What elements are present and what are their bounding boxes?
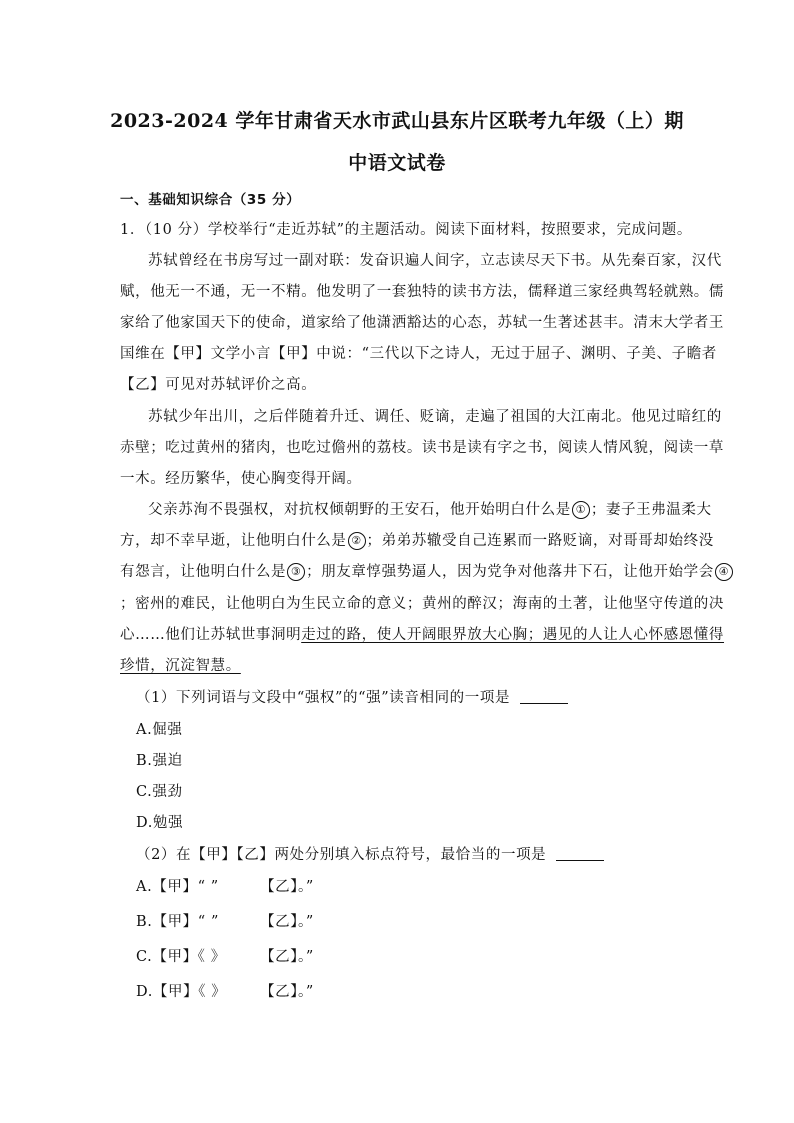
text-span: ；妻子王弗温柔大 xyxy=(590,502,712,518)
paragraph-3-line xyxy=(148,498,712,519)
option-part: 【乙】。” xyxy=(260,984,314,1000)
answer-blank[interactable] xyxy=(556,848,604,861)
paragraph-3-line xyxy=(120,560,730,581)
text-span: ；弟弟苏辙受自己连累而一路贬谪，对哥哥却始终没 xyxy=(366,533,714,549)
text-span: ；朋友章惇强势逼人，因为党争对他落井下石，让他开始学会 xyxy=(306,564,714,580)
option-part: C.【甲】《 》 xyxy=(136,949,226,965)
question-1-stem: 1．（10 分）学校举行“走近苏轼”的主题活动。阅读下面材料，按照要求，完成问题。 xyxy=(120,222,692,238)
paragraph-2-line: 赤壁；吃过黄州的猪肉，也吃过儋州的荔枝。读书是读有字之书，阅读人情风貌，阅读一草 xyxy=(120,440,724,456)
text-span: 心……他们让苏轼世事洞明 xyxy=(120,627,302,643)
paragraph-3-line xyxy=(120,529,714,550)
underlined-sentence: 走过的路，使人开阔眼界放大心胸；遇见的人让人心怀感恩懂得 xyxy=(301,627,725,643)
option-part: D.【甲】《 》 xyxy=(136,984,227,1000)
text-span: （1）下列词语与文段中“强权”的“强”读音相同的一项是 xyxy=(136,690,511,706)
option-part: B.【甲】“ ” xyxy=(136,914,219,930)
option-a[interactable]: A.倔强 xyxy=(136,722,183,738)
option-d[interactable] xyxy=(136,980,691,1001)
paragraph-1-line: 【乙】可见对苏轼评价之高。 xyxy=(120,377,317,393)
exam-title-line-1: 2023-2024 学年甘肃省天水市武山县东片区联考九年级（上）期 xyxy=(110,110,684,132)
paragraph-2-line: 苏轼少年出川，之后伴随着升迁、调任、贬谪，走遍了祖国的大江南北。他见过暗红的 xyxy=(148,409,722,425)
paragraph-3-line xyxy=(120,654,675,675)
blank-marker-2: ② xyxy=(348,532,366,550)
option-part: 【乙】。” xyxy=(260,879,314,895)
option-part: 【乙】。” xyxy=(260,914,314,930)
blank-marker-4: ④ xyxy=(715,563,733,581)
option-part: A.【甲】“ ” xyxy=(136,879,219,895)
paragraph-3-line xyxy=(120,623,725,644)
option-b[interactable]: B.强迫 xyxy=(136,753,183,769)
paragraph-1-line: 国维在【甲】文学小言【甲】中说：“三代以下之诗人，无过于屈子、渊明、子美、子瞻者 xyxy=(120,346,717,362)
sub-question-1-stem xyxy=(136,686,691,707)
option-c[interactable] xyxy=(136,945,691,966)
option-part: 【乙】。” xyxy=(260,949,314,965)
section-heading: 一、基础知识综合（35 分） xyxy=(120,192,301,208)
option-a[interactable] xyxy=(136,875,691,896)
answer-blank[interactable] xyxy=(520,691,568,704)
text-span: 有怨言，让他明白什么是 xyxy=(120,564,287,580)
text-span: 方，却不幸早逝，让他明白什么是 xyxy=(120,533,347,549)
blank-marker-3: ③ xyxy=(287,563,305,581)
exam-title-line-2: 中语文试卷 xyxy=(348,152,446,174)
text-span: （2）在【甲】【乙】两处分别填入标点符号，最恰当的一项是 xyxy=(136,847,547,863)
paragraph-2-line: 一木。经历繁华，使心胸变得开阔。 xyxy=(120,471,362,487)
option-b[interactable] xyxy=(136,910,691,931)
underlined-sentence: 珍惜，沉淀智慧。 xyxy=(120,658,241,674)
paragraph-1-line: 赋，他无一不通，无一不精。他发明了一套独特的读书方法，儒释道三家经典驾轻就熟。儒 xyxy=(120,284,724,300)
paragraph-3-line: ；密州的难民，让他明白为生民立命的意义；黄州的醉汉；海南的土著，让他坚守传道的决 xyxy=(120,596,724,612)
paragraph-1-line: 苏轼曾经在书房写过一副对联：发奋识遍人间字，立志读尽天下书。从先秦百家，汉代 xyxy=(148,253,722,269)
option-d[interactable]: D.勉强 xyxy=(136,815,184,831)
text-span: 父亲苏洵不畏强权，对抗权倾朝野的王安石，他开始明白什么是 xyxy=(148,502,571,518)
paragraph-1-line: 家给了他家国天下的使命，道家给了他潇洒豁达的心态，苏轼一生著述甚丰。清末大学者王 xyxy=(120,315,724,331)
option-c[interactable]: C.强劲 xyxy=(136,784,183,800)
blank-marker-1: ① xyxy=(572,501,590,519)
sub-question-2-stem xyxy=(136,843,691,864)
